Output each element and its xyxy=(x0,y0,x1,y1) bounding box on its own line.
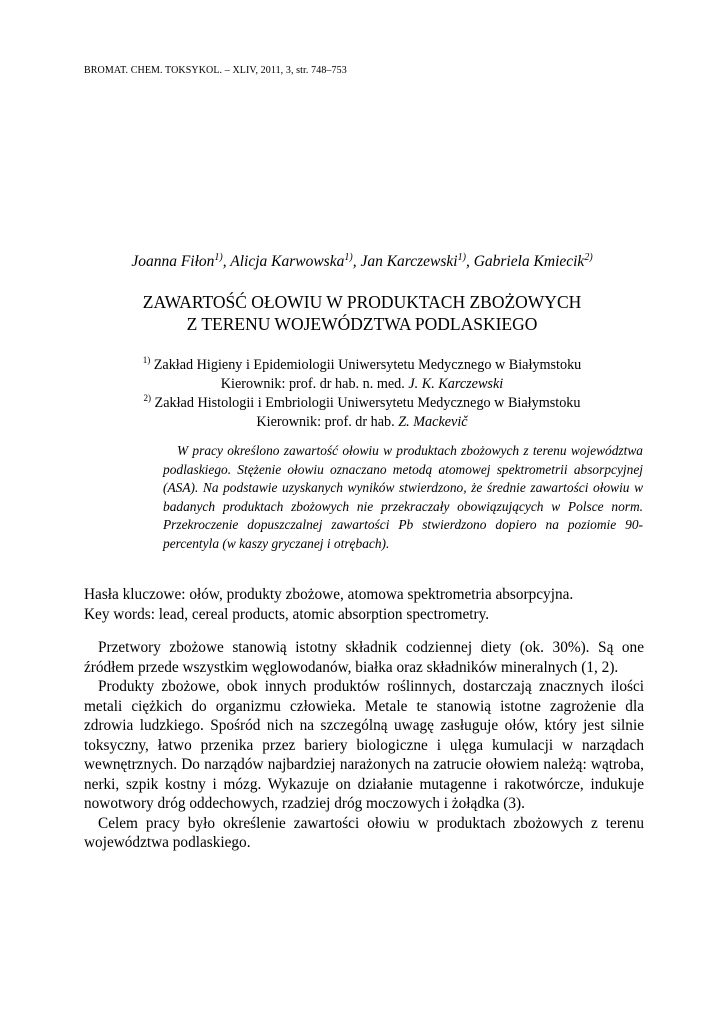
affiliation-head-name: Z. Mackevič xyxy=(398,414,468,430)
affiliation-head-label: Kierownik: prof. dr hab. xyxy=(256,414,399,430)
title-line: ZAWARTOŚĆ OŁOWIU W PRODUKTACH ZBOŻOWYCH xyxy=(142,292,582,312)
body-text xyxy=(84,638,644,853)
paragraph: Przetwory zbożowe stanowią istotny składnik codziennej diety (ok. 30%). Są one źródłem przede wszystkim węglowodanów, białka oraz składników mineralnych (1, 2). xyxy=(84,639,644,676)
author-affiliation-mark: 2) xyxy=(584,252,593,263)
title-line: Z TERENU WOJEWÓDZTWA PODLASKIEGO xyxy=(186,314,538,334)
author-name: Joanna Fiłon xyxy=(131,253,215,270)
author-name: , Jan Karczewski xyxy=(352,253,458,270)
affiliation-text: Zakład Histologii i Embriologii Uniwersytetu Medycznego w Białymstoku xyxy=(154,395,581,411)
paper-title xyxy=(0,291,724,335)
author-list xyxy=(0,252,724,271)
affiliation-mark: 2) xyxy=(143,393,151,403)
author-name: , Gabriela Kmiecik xyxy=(465,253,585,270)
affiliation-head-label: Kierownik: prof. dr hab. n. med. xyxy=(220,376,409,392)
affiliation-head-name: J. K. Karczewski xyxy=(408,376,504,392)
affiliation-text: Zakład Higieny i Epidemiologii Uniwersytetu Medycznego w Białymstoku xyxy=(153,357,582,373)
author-affiliation-mark: 1) xyxy=(214,252,223,263)
affiliation-2 xyxy=(0,389,724,432)
affiliation-mark: 1) xyxy=(142,355,151,365)
author-affiliation-mark: 1) xyxy=(344,252,353,263)
paragraph: Produkty zbożowe, obok innych produktów roślinnych, dostarczają znacznych ilości metali ciężkich do organizmu człowieka. Metale te stanowią istotne zagrożenie dla zdrowia ludzkiego. Spośród nich na szczególną uwagę zasługuje ołów, który jest silnie toksyczny, łatwo przenika przez bariery biologiczne i ulęga kumulacji w narządach wewnętrznych. Do narządów najbardziej narażonych na zatrucie ołowiem należą: wątroba, nerki, szpik kostny i mózg. Wykazuje on działanie mutagenne i rakotwórcze, indukuje nowotwory dróg oddechowych, rzadziej dróg moczowych i żołądka (3). xyxy=(84,678,644,812)
abstract: W pracy określono zawartość ołowiu w produktach zbożowych z terenu województwa podlaskiego. Stężenie ołowiu oznaczano metodą atomowej spektrometrii absorpcyjnej (ASA). Na podstawie uzyskanych wyników stwierdzono, że średnie zawartości ołowiu w badanych produktach zbożowych nie przekraczały obowiązujących w Polsce norm. Przekroczenie dopuszczalnej zawartości Pb stwierdzono dopiero na poziomie 90-percentyla (w kaszy gryczanej i otrębach). xyxy=(163,443,643,551)
affiliation-1 xyxy=(0,351,724,394)
keywords-pl: Hasła kluczowe: ołów, produkty zbożowe, atomowa spektrometria absorpcyjna. xyxy=(84,586,574,603)
journal-citation: BROMAT. CHEM. TOKSYKOL. – XLIV, 2011, 3, str. 748–753 xyxy=(84,65,347,76)
author-affiliation-mark: 1) xyxy=(457,252,466,263)
author-name: , Alicja Karwowska xyxy=(222,253,345,270)
keywords-en: Key words: lead, cereal products, atomic absorption spectrometry. xyxy=(84,606,490,623)
paragraph: Celem pracy było określenie zawartości ołowiu w produktach zbożowych z terenu województwa podlaskiego. xyxy=(84,814,644,851)
